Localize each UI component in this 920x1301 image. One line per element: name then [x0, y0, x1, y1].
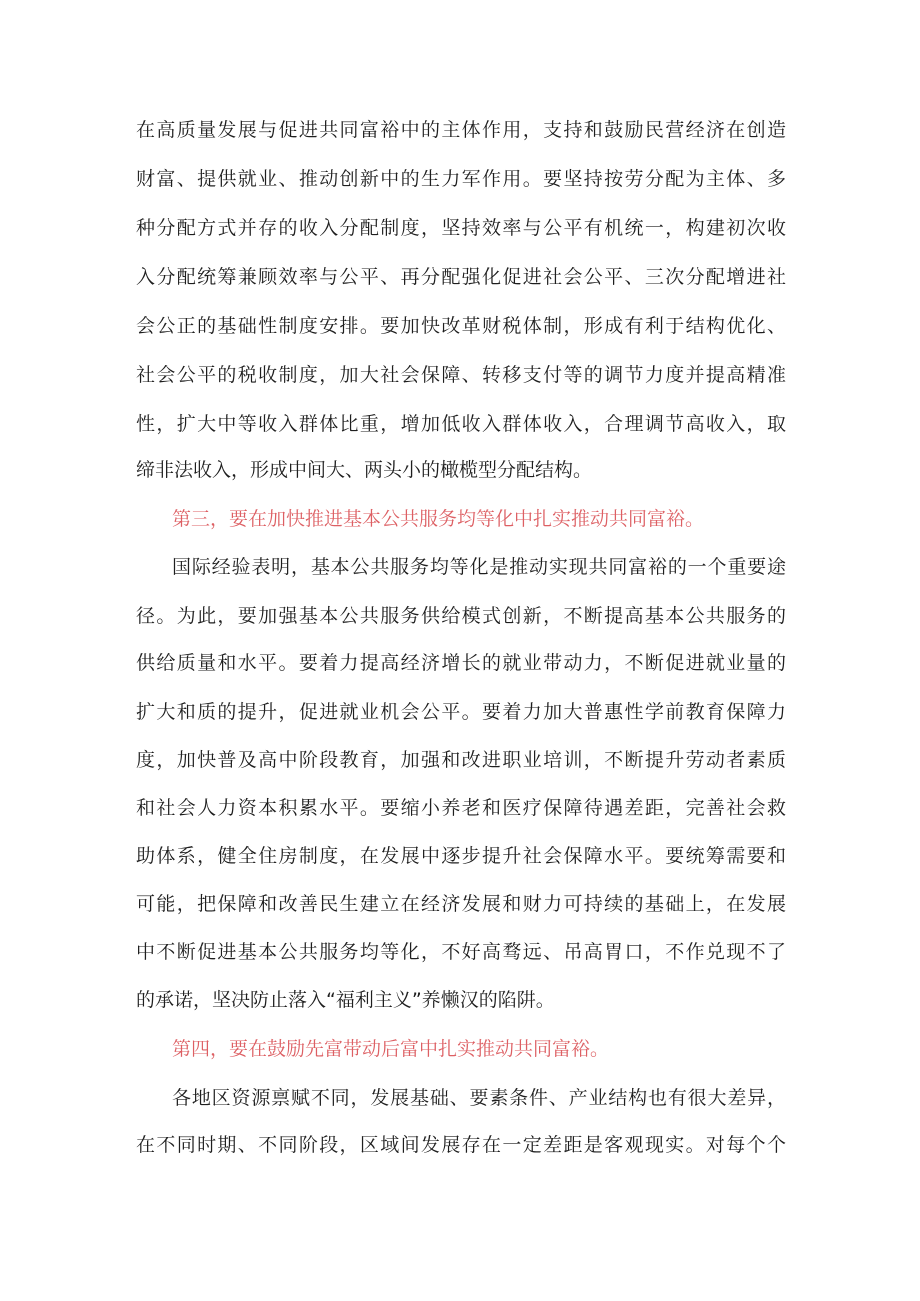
paragraph-1-line-1: 在高质量发展与促进共同富裕中的主体作用，支持和鼓励民营经济在创造 — [136, 119, 786, 141]
paragraph-3-line-2: 在不同时期、不同阶段，区域间发展存在一定差距是客观现实。对每个个 — [136, 1134, 786, 1156]
paragraph-1-line-7: 性，扩大中等收入群体比重，增加低收入群体收入，合理调节高收入，取 — [136, 413, 786, 435]
paragraph-1-line-4: 入分配统筹兼顾效率与公平、再分配强化促进社会公平、三次分配增进社 — [136, 266, 786, 288]
paragraph-1-line-3: 种分配方式并存的收入分配制度，坚持效率与公平有机统一，构建初次收 — [136, 217, 786, 239]
paragraph-2-line-5: 度，加快普及高中阶段教育，加强和改进职业培训，不断提升劳动者素质 — [136, 749, 786, 771]
paragraph-2-line-4: 扩大和质的提升，促进就业机会公平。要着力加大普惠性学前教育保障力 — [136, 701, 786, 723]
paragraph-1-line-6: 社会公平的税收制度，加大社会保障、转移支付等的调节力度并提高精准 — [136, 364, 786, 386]
section-heading-4: 第四，要在鼓励先富带动后富中扎实推动共同富裕。 — [172, 1038, 610, 1060]
paragraph-2-line-9: 中不断促进基本公共服务均等化，不好高骛远、吊高胃口，不作兑现不了 — [136, 941, 786, 963]
paragraph-2-line-2: 径。为此，要加强基本公共服务供给模式创新，不断提高基本公共服务的 — [136, 605, 786, 627]
paragraph-1-line-5: 会公正的基础性制度安排。要加快改革财税体制，形成有利于结构优化、 — [136, 315, 786, 337]
paragraph-2-line-6: 和社会人力资本积累水平。要缩小养老和医疗保障待遇差距，完善社会救 — [136, 797, 786, 819]
paragraph-2-line-10: 的承诺，坚决防止落入“福利主义”养懒汉的陷阱。 — [136, 989, 555, 1011]
section-heading-3: 第三，要在加快推进基本公共服务均等化中扎实推动共同富裕。 — [172, 508, 705, 530]
paragraph-2-line-7: 助体系，健全住房制度，在发展中逐步提升社会保障水平。要统筹需要和 — [136, 845, 786, 867]
paragraph-2-line-3: 供给质量和水平。要着力提高经济增长的就业带动力，不断促进就业量的 — [136, 652, 786, 674]
paragraph-3-line-1: 各地区资源禀赋不同，发展基础、要素条件、产业结构也有很大差异， — [172, 1087, 786, 1109]
paragraph-1-line-2: 财富、提供就业、推动创新中的生力军作用。要坚持按劳分配为主体、多 — [136, 168, 786, 190]
paragraph-2-line-1: 国际经验表明，基本公共服务均等化是推动实现共同富裕的一个重要途 — [172, 556, 786, 578]
paragraph-1-line-8: 缔非法收入，形成中间大、两头小的橄榄型分配结构。 — [136, 459, 593, 481]
paragraph-2-line-8: 可能，把保障和改善民生建立在经济发展和财力可持续的基础上，在发展 — [136, 893, 786, 915]
